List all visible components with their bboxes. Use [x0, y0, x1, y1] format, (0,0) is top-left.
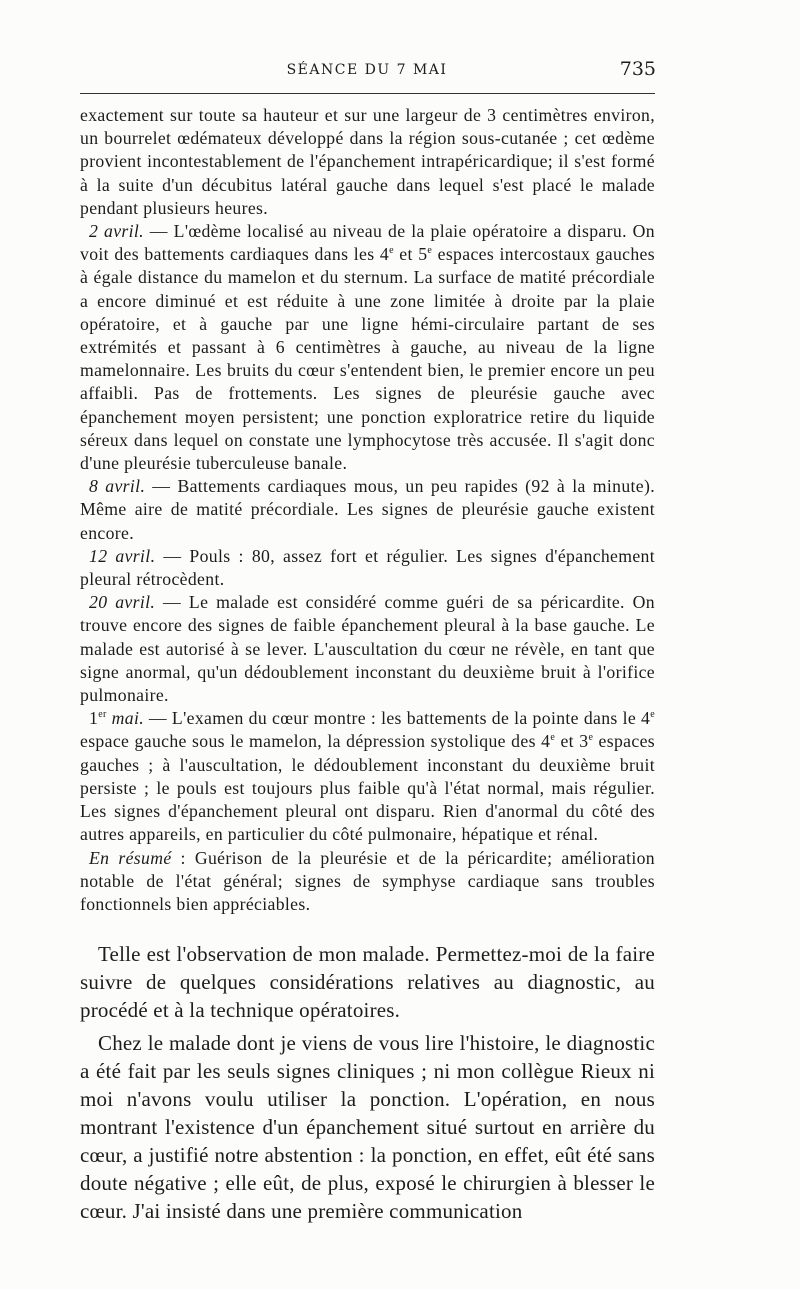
entry-date: 20 avril. — [89, 592, 156, 613]
superscript: e — [650, 709, 656, 721]
note-entry-1er-mai — [80, 707, 655, 846]
note-entry-8-avril — [80, 475, 655, 545]
entry-date: 8 avril. — [89, 476, 146, 497]
continuation-text: exactement sur toute sa hauteur et sur une largeur de 3 centimètres environ, un bourrelet œdémateux développé dans la région sous-cutanée ; cet œdème provient incontestablement de l'épanchement intrapéricardique; il s'est formé à la suite d'un décubitus latéral gauche dans lequel s'est placé le malade pendant plusieurs heures. — [80, 105, 655, 218]
running-title: SÉANCE DU 7 MAI — [286, 62, 448, 78]
entry-text-part: espaces gauches ; à l'auscultation, le dédoublement inconstant du deuxième bruit persiste ; le pouls est toujours plus faible qu'à l'état normal, mais régulier. Les signes d'épanchement pleural ont disparu. Rien d'anormal du côté des autres appareils, en particulier du côté pulmonaire, hépatique et rénal. — [80, 731, 656, 845]
entry-date: mai. — [106, 708, 144, 729]
superscript: e — [389, 245, 394, 257]
superscript: er — [98, 709, 107, 721]
entry-text: — Le malade est considéré comme guéri de sa péricardite. On trouve encore des signes de faible épanchement pleural à la base gauche. Le malade est autorisé à se lever. L'auscultation du cœur ne révèle, en tant que signe anormal, qu'un dédoublement inconstant du deuxième bruit à l'orifice pulmonaire. — [80, 592, 655, 706]
note-entry-12-avril — [80, 545, 655, 591]
page-number: 735 — [619, 58, 656, 80]
superscript: e — [427, 245, 433, 257]
entry-date: 2 avril. — [89, 221, 144, 242]
entry-text-part: et 5 — [393, 244, 428, 265]
body-paragraph-1: Telle est l'observation de mon malade. Permettez-moi de la faire suivre de quelques considérations relatives au diagnostic, au procédé et à la technique opératoires. — [80, 942, 655, 1022]
superscript: e — [550, 732, 556, 744]
note-entry-20-avril — [80, 591, 655, 707]
entry-text: — L'œdème localisé au niveau de la plaie opératoire a disparu. On voit des battements cardiaques dans les 4 — [80, 221, 655, 265]
note-entry-resume — [80, 847, 655, 917]
main-text — [80, 940, 655, 1225]
entry-text-part: et 3 — [555, 731, 589, 752]
body-paragraph-2: Chez le malade dont je viens de vous lire l'histoire, le diagnostic a été fait par les seuls signes cliniques ; ni mon collègue Rieux ni moi n'avons voulu utiliser la ponction. L'opération, en nous montrant l'existence d'un épanchement situé surtout en arrière du cœur, a justifié notre abstention : la ponction, en effet, eût été sans doute négative ; elle eût, de plus, exposé le chirurgien à blesser le cœur. J'ai insisté dans une première communication — [80, 1031, 655, 1223]
entry-text-part: espace gauche sous le mamelon, la dépression systolique des 4 — [80, 731, 551, 752]
superscript: e — [588, 732, 594, 744]
notes-continuation — [80, 104, 655, 220]
entry-text: — Pouls : 80, assez fort et régulier. Les signes d'épanchement pleural rétrocèdent. — [80, 545, 655, 590]
clinical-notes — [80, 104, 655, 916]
entry-date-number: 1 — [89, 708, 99, 729]
entry-text-part: espaces intercostaux gauches à égale distance du mamelon et du sternum. La surface de matité précordiale a encore diminué et est réduite à une zone limitée à droite par la plaie opératoire, et à gauche par une ligne hémi-circulaire partant de ses extrémités et passant à 6 centimètres à gauche, au niveau de la ligne mamelonnaire. Les bruits du cœur s'entendent bien, le premier encore un peu affaibli. Pas de frottements. Les signes de pleurésie gauche avec épanchement moyen persistent; une ponction exploratrice retire du liquide séreux dans lequel on constate une lymphocytose très accusée. Il s'agit donc d'une pleurésie tuberculeuse banale. — [80, 244, 655, 474]
running-head — [78, 58, 656, 84]
entry-text: — Battements cardiaques mous, un peu rapides (92 à la minute). Même aire de matité précordiale. Les signes de pleurésie gauche existent encore. — [80, 476, 655, 543]
note-entry-2-avril — [80, 220, 655, 475]
entry-text: : Guérison de la pleurésie et de la péricardite; amélioration notable de l'état général; signes de symphyse cardiaque sans troubles fonctionnels bien appréciables. — [80, 847, 655, 914]
entry-date: 12 avril. — [89, 545, 156, 566]
header-rule — [80, 93, 655, 94]
entry-date: En résumé — [89, 847, 172, 868]
entry-text: — L'examen du cœur montre : les battements de la pointe dans le 4 — [143, 708, 651, 729]
